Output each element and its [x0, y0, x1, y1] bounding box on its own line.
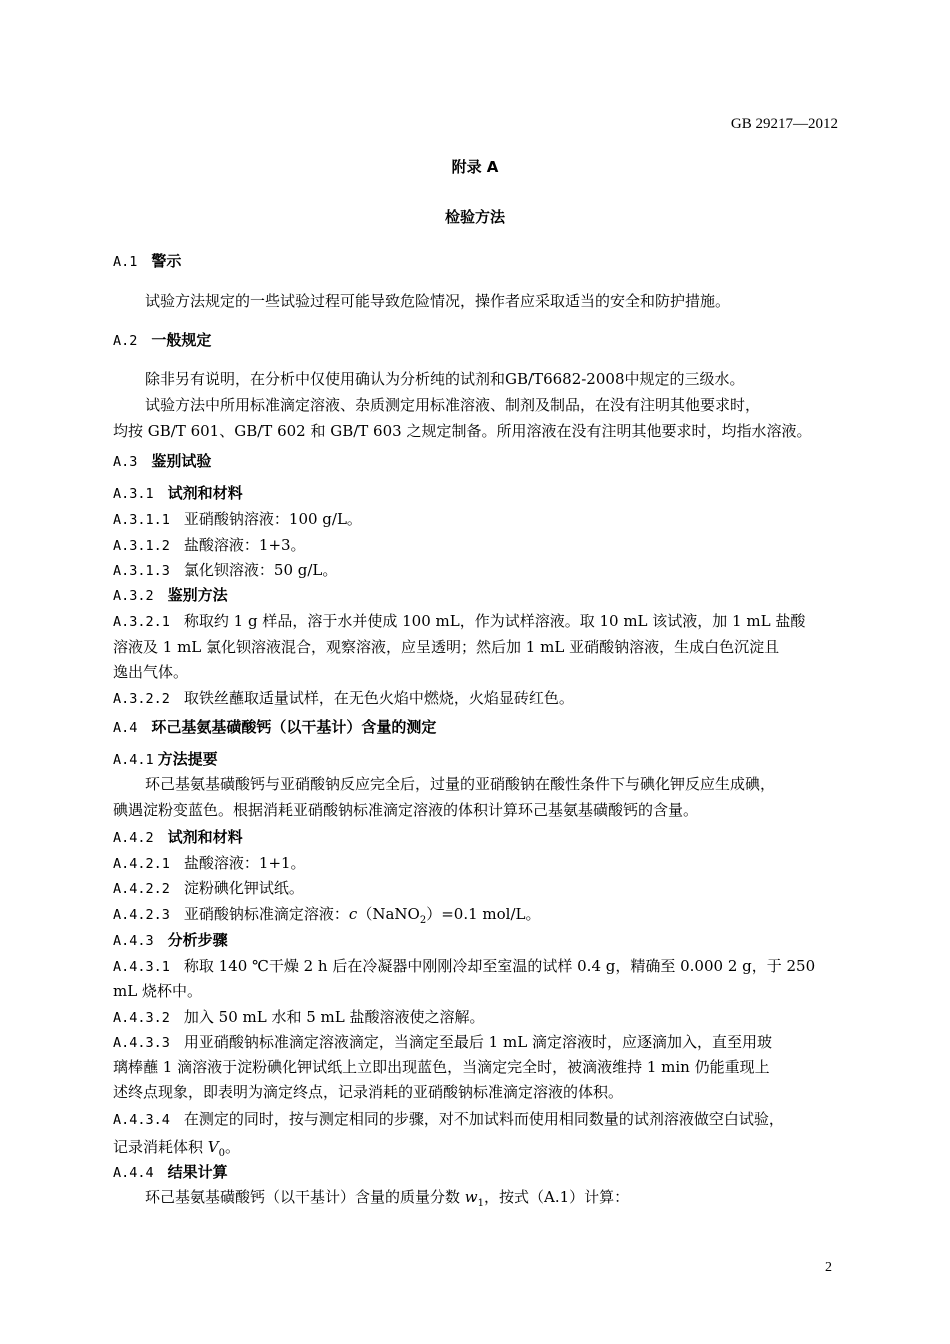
page-number: 2 — [825, 1260, 832, 1275]
clause: A.3.1.1 亚硝酸钠溶液：100 g/L。 — [113, 510, 362, 528]
appendix-label: 附录 A — [451, 158, 499, 176]
clause: A.3.1.2 盐酸溶液：1+3。 — [113, 536, 306, 554]
clause: A.3.2.1 称取约 1 g 样品，溶于水并使成 100 mL，作为试样溶液。取 10 mL 该试液，加 1 mL 盐酸 — [113, 612, 806, 630]
subsection-heading: A.3.1 试剂和材料 — [113, 484, 243, 502]
section-heading-a3: A.3 鉴别试验 — [113, 452, 212, 470]
paragraph: 环己基氨基磺酸钙（以干基计）含量的质量分数 $w_1$，按式（A.1）计算： — [145, 1188, 630, 1209]
section-heading-a2: A.2 一般规定 — [113, 331, 212, 349]
paragraph: 除非另有说明，在分析中仅使用确认为分析纯的试剂和GB/T6682-2008中规定的三级水。 — [145, 370, 745, 388]
clause: A.3.2.2 取铁丝蘸取适量试样，在无色火焰中燃烧，火焰显砖红色。 — [113, 689, 574, 707]
subsection-heading: A.4.1 方法提要 — [113, 750, 218, 768]
section-heading-a1: A.1 警示 — [113, 252, 182, 270]
subsection-heading: A.4.3 分析步骤 — [113, 931, 228, 949]
clause: A.4.2.2 淀粉碘化钾试纸。 — [113, 879, 304, 897]
clause: A.4.2.1 盐酸溶液：1+1。 — [113, 854, 306, 872]
clause-continued: mL 烧杯中。 — [113, 982, 202, 1000]
paragraph: 均按 GB/T 601、GB/T 602 和 GB/T 603 之规定制备。所用溶液在没有注明其他要求时，均指水溶液。 — [113, 422, 812, 440]
clause: A.4.3.4 在测定的同时，按与测定相同的步骤，对不加试料而使用相同数量的试剂溶液做空白试验， — [113, 1110, 784, 1128]
clause-continued: 记录消耗体积 $V_0$。 — [113, 1138, 241, 1159]
clause-continued: 溶液及 1 mL 氯化钡溶液混合，观察溶液，应呈透明；然后加 1 mL 亚硝酸钠溶液，生成白色沉淀且 — [113, 638, 780, 656]
paragraph: 碘遇淀粉变蓝色。根据消耗亚硝酸钠标准滴定溶液的体积计算环己基氨基磺酸钙的含量。 — [113, 801, 699, 819]
clause: A.4.3.2 加入 50 mL 水和 5 mL 盐酸溶液使之溶解。 — [113, 1008, 485, 1026]
clause-continued: 述终点现象，即表明为滴定终点，记录消耗的亚硝酸钠标准滴定溶液的体积。 — [113, 1083, 624, 1101]
section-heading-a4: A.4 环己基氨基磺酸钙（以干基计）含量的测定 — [113, 718, 437, 736]
paragraph: 环己基氨基磺酸钙与亚硝酸钠反应完全后，过量的亚硝酸钠在酸性条件下与碘化钾反应生成碘， — [145, 775, 776, 793]
appendix-title: 检验方法 — [444, 208, 505, 226]
clause-continued: 璃棒蘸 1 滴溶液于淀粉碘化钾试纸上立即出现蓝色，当滴定完全时，被滴液维持 1 min 仍能重现上 — [113, 1058, 770, 1076]
clause: A.4.2.3 亚硝酸钠标准滴定溶液：c（NaNO$_2$）=0.1 mol/L。 — [113, 905, 541, 926]
paragraph: 试验方法中所用标准滴定溶液、杂质测定用标准溶液、制剂及制品，在没有注明其他要求时， — [145, 396, 761, 414]
paragraph: 试验方法规定的一些试验过程可能导致危险情况，操作者应采取适当的安全和防护措施。 — [145, 292, 731, 310]
clause: A.3.1.3 氯化钡溶液：50 g/L。 — [113, 561, 338, 579]
clause: A.4.3.1 称取 140 ℃干燥 2 h 后在冷凝器中刚刚冷却至室温的试样 0.4 g，精确至 0.000 2 g，于 250 — [113, 957, 816, 975]
subsection-heading: A.4.2 试剂和材料 — [113, 828, 243, 846]
subsection-heading: A.4.4 结果计算 — [113, 1163, 228, 1181]
subsection-heading: A.3.2 鉴别方法 — [113, 586, 228, 604]
clause-continued: 逸出气体。 — [113, 663, 189, 681]
standard-number: GB 29217—2012 — [730, 116, 838, 132]
clause: A.4.3.3 用亚硝酸钠标准滴定溶液滴定，当滴定至最后 1 mL 滴定溶液时，应逐滴加入，直至用玻 — [113, 1033, 772, 1051]
